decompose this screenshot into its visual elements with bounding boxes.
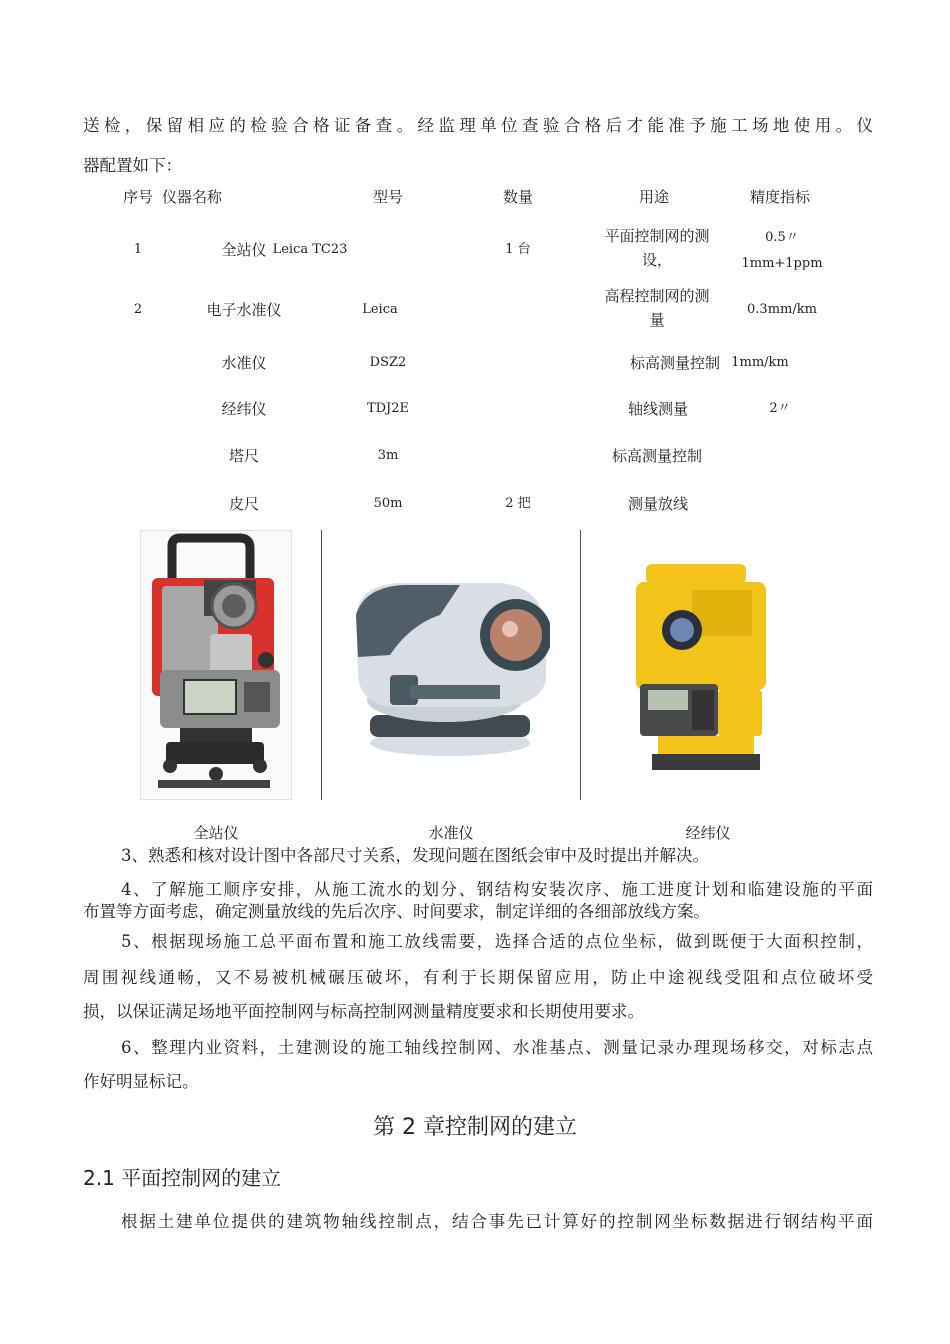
paragraph-6-line-2: 作好明显标记。 bbox=[83, 1072, 199, 1091]
header-use: 用途 bbox=[638, 188, 669, 206]
row3-model: DSZ2 bbox=[369, 355, 407, 370]
header-name: 仪器名称 bbox=[162, 188, 223, 206]
row3-precision: 1mm/km bbox=[731, 355, 789, 370]
header-model: 型号 bbox=[372, 188, 403, 206]
row6-qty: 2 把 bbox=[505, 496, 531, 511]
row5-name: 塔尺 bbox=[228, 447, 259, 465]
row6-use: 测量放线 bbox=[627, 495, 688, 513]
paragraph-5-line-3: 损，以保证满足场地平面控制网与标高控制网测量精度要求和长期使用要求。 bbox=[83, 1002, 644, 1021]
paragraph-5-line-2: 周围视线通畅，又不易被机械碾压破坏，有利于长期保留应用，防止中途视线受阻和点位破坏受 bbox=[83, 968, 873, 987]
row4-model: TDJ2E bbox=[366, 401, 410, 416]
intro-line-2: 器配置如下： bbox=[83, 156, 182, 175]
row1-no: 1 bbox=[133, 242, 143, 257]
intro-line-1: 送检，保留相应的检验合格证备查。经监理单位查验合格后才能准予施工场地使用。仪 bbox=[83, 116, 873, 135]
image-divider-1 bbox=[321, 530, 322, 800]
chapter-title: 第 2 章控制网的建立 bbox=[373, 1115, 577, 1140]
paragraph-5-line-1: 5、根据现场施工总平面布置和施工放线需要，选择合适的点位坐标，做到既便于大面积控制， bbox=[121, 932, 873, 951]
caption-total-station: 全站仪 bbox=[193, 824, 239, 842]
row1-precision: 0.5〃 bbox=[765, 230, 799, 245]
paragraph-3: 3、熟悉和核对设计图中各部尺寸关系，发现问题在图纸会审中及时提出并解决。 bbox=[121, 846, 709, 865]
paragraph-last-line: 根据土建单位提供的建筑物轴线控制点，结合事先已计算好的控制网坐标数据进行钢结构平面 bbox=[121, 1212, 873, 1231]
row1-use: 平面控制网的测设， bbox=[604, 227, 710, 269]
row2-name: 电子水准仪 bbox=[206, 301, 282, 319]
row6-name: 皮尺 bbox=[228, 495, 259, 513]
header-qty: 数量 bbox=[502, 188, 533, 206]
section-title: 2.1 平面控制网的建立 bbox=[83, 1166, 282, 1190]
row4-precision: 2〃 bbox=[769, 401, 791, 416]
caption-level: 水准仪 bbox=[428, 824, 474, 842]
image-divider-2 bbox=[580, 530, 581, 800]
total-station-image bbox=[140, 530, 292, 800]
row3-use: 标高测量控制 bbox=[629, 354, 720, 372]
row1-precision-2: 1mm+1ppm bbox=[741, 256, 823, 271]
row4-name: 经纬仪 bbox=[221, 400, 267, 418]
row1-name: 全站仪 bbox=[221, 241, 267, 259]
row1-model: Leica TC23 bbox=[272, 242, 348, 257]
header-no: 序号 bbox=[122, 188, 153, 206]
row5-use: 标高测量控制 bbox=[611, 447, 702, 465]
row1-qty: 1 台 bbox=[505, 242, 531, 257]
row2-model: Leica bbox=[362, 302, 398, 317]
paragraph-4-line-2: 布置等方面考虑，确定测量放线的先后次序、时间要求，制定详细的各细部放线方案。 bbox=[83, 902, 710, 921]
row4-use: 轴线测量 bbox=[627, 400, 688, 418]
row5-model: 3m bbox=[377, 448, 399, 463]
caption-theodolite: 经纬仪 bbox=[685, 824, 731, 842]
row3-name: 水准仪 bbox=[221, 354, 267, 372]
level-image bbox=[350, 575, 550, 760]
paragraph-4-line-1: 4、了解施工顺序安排，从施工流水的划分、钢结构安装次序、施工进度计划和临建设施的平面 bbox=[121, 880, 873, 899]
row2-precision: 0.3mm/km bbox=[747, 302, 817, 317]
header-precision: 精度指标 bbox=[749, 188, 810, 206]
row2-no: 2 bbox=[133, 302, 143, 317]
paragraph-6-line-1: 6、整理内业资料，土建测设的施工轴线控制网、水准基点、测量记录办理现场移交，对标志点 bbox=[121, 1038, 873, 1057]
row2-use: 高程控制网的测量 bbox=[604, 287, 710, 329]
row6-model: 50m bbox=[373, 496, 403, 511]
theodolite-image bbox=[632, 560, 774, 775]
